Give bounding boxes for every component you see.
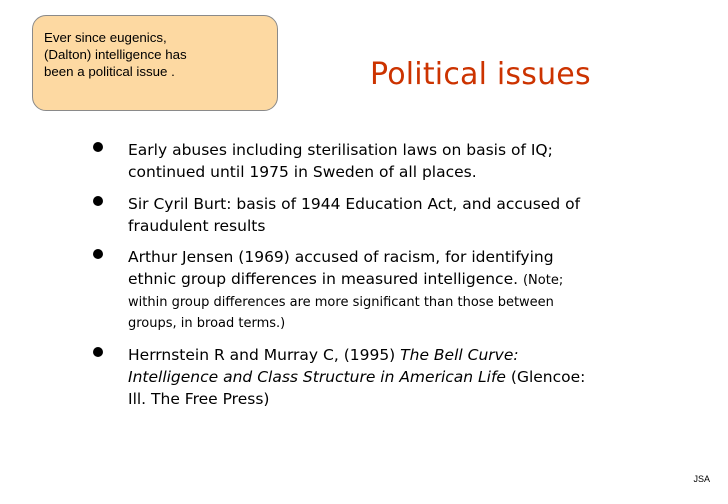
bullet-line: Early abuses including sterilisation laws on basis of IQ; xyxy=(128,141,553,159)
bullet-marker xyxy=(93,249,103,259)
publisher-part: (Glencoe: xyxy=(510,368,586,386)
callout-line: Ever since eugenics, xyxy=(44,30,167,45)
footer-initials: JSA xyxy=(693,474,710,484)
callout-line: (Dalton) intelligence has xyxy=(44,47,187,62)
bullet-item xyxy=(128,139,648,183)
note-start: (Note; xyxy=(522,273,564,288)
book-title-part: The Bell Curve: xyxy=(400,346,519,364)
bullet-line: Sir Cyril Burt: basis of 1944 Education Act, and accused of xyxy=(128,195,581,213)
bullet-line: Arthur Jensen (1969) accused of racism, for identifying xyxy=(128,248,554,266)
bullet-line-text: ethnic group differences in measured intelligence. xyxy=(128,270,519,288)
slide-title: Political issues xyxy=(370,57,591,92)
bullet-item xyxy=(128,344,648,410)
book-title-part: Intelligence and Class Structure in American Life xyxy=(128,368,506,386)
bullet-marker xyxy=(93,142,103,152)
note-line: within group differences are more significant than those between xyxy=(128,295,554,310)
bullet-marker xyxy=(93,196,103,206)
bullet-line: fraudulent results xyxy=(128,217,266,235)
bullet-marker xyxy=(93,347,103,357)
bullet-item xyxy=(128,193,648,237)
citation-authors: Herrnstein R and Murray C, (1995) xyxy=(128,346,396,364)
bullet-line: Ill. The Free Press) xyxy=(128,390,270,408)
bullet-line: continued until 1975 in Sweden of all places. xyxy=(128,163,477,181)
note-line: groups, in broad terms.) xyxy=(128,316,286,331)
callout-line: been a political issue . xyxy=(44,64,175,79)
callout-box xyxy=(32,15,278,111)
bullet-line xyxy=(128,366,648,388)
bullet-line xyxy=(128,268,648,292)
bullet-item xyxy=(128,246,648,334)
bullet-line xyxy=(128,344,648,366)
